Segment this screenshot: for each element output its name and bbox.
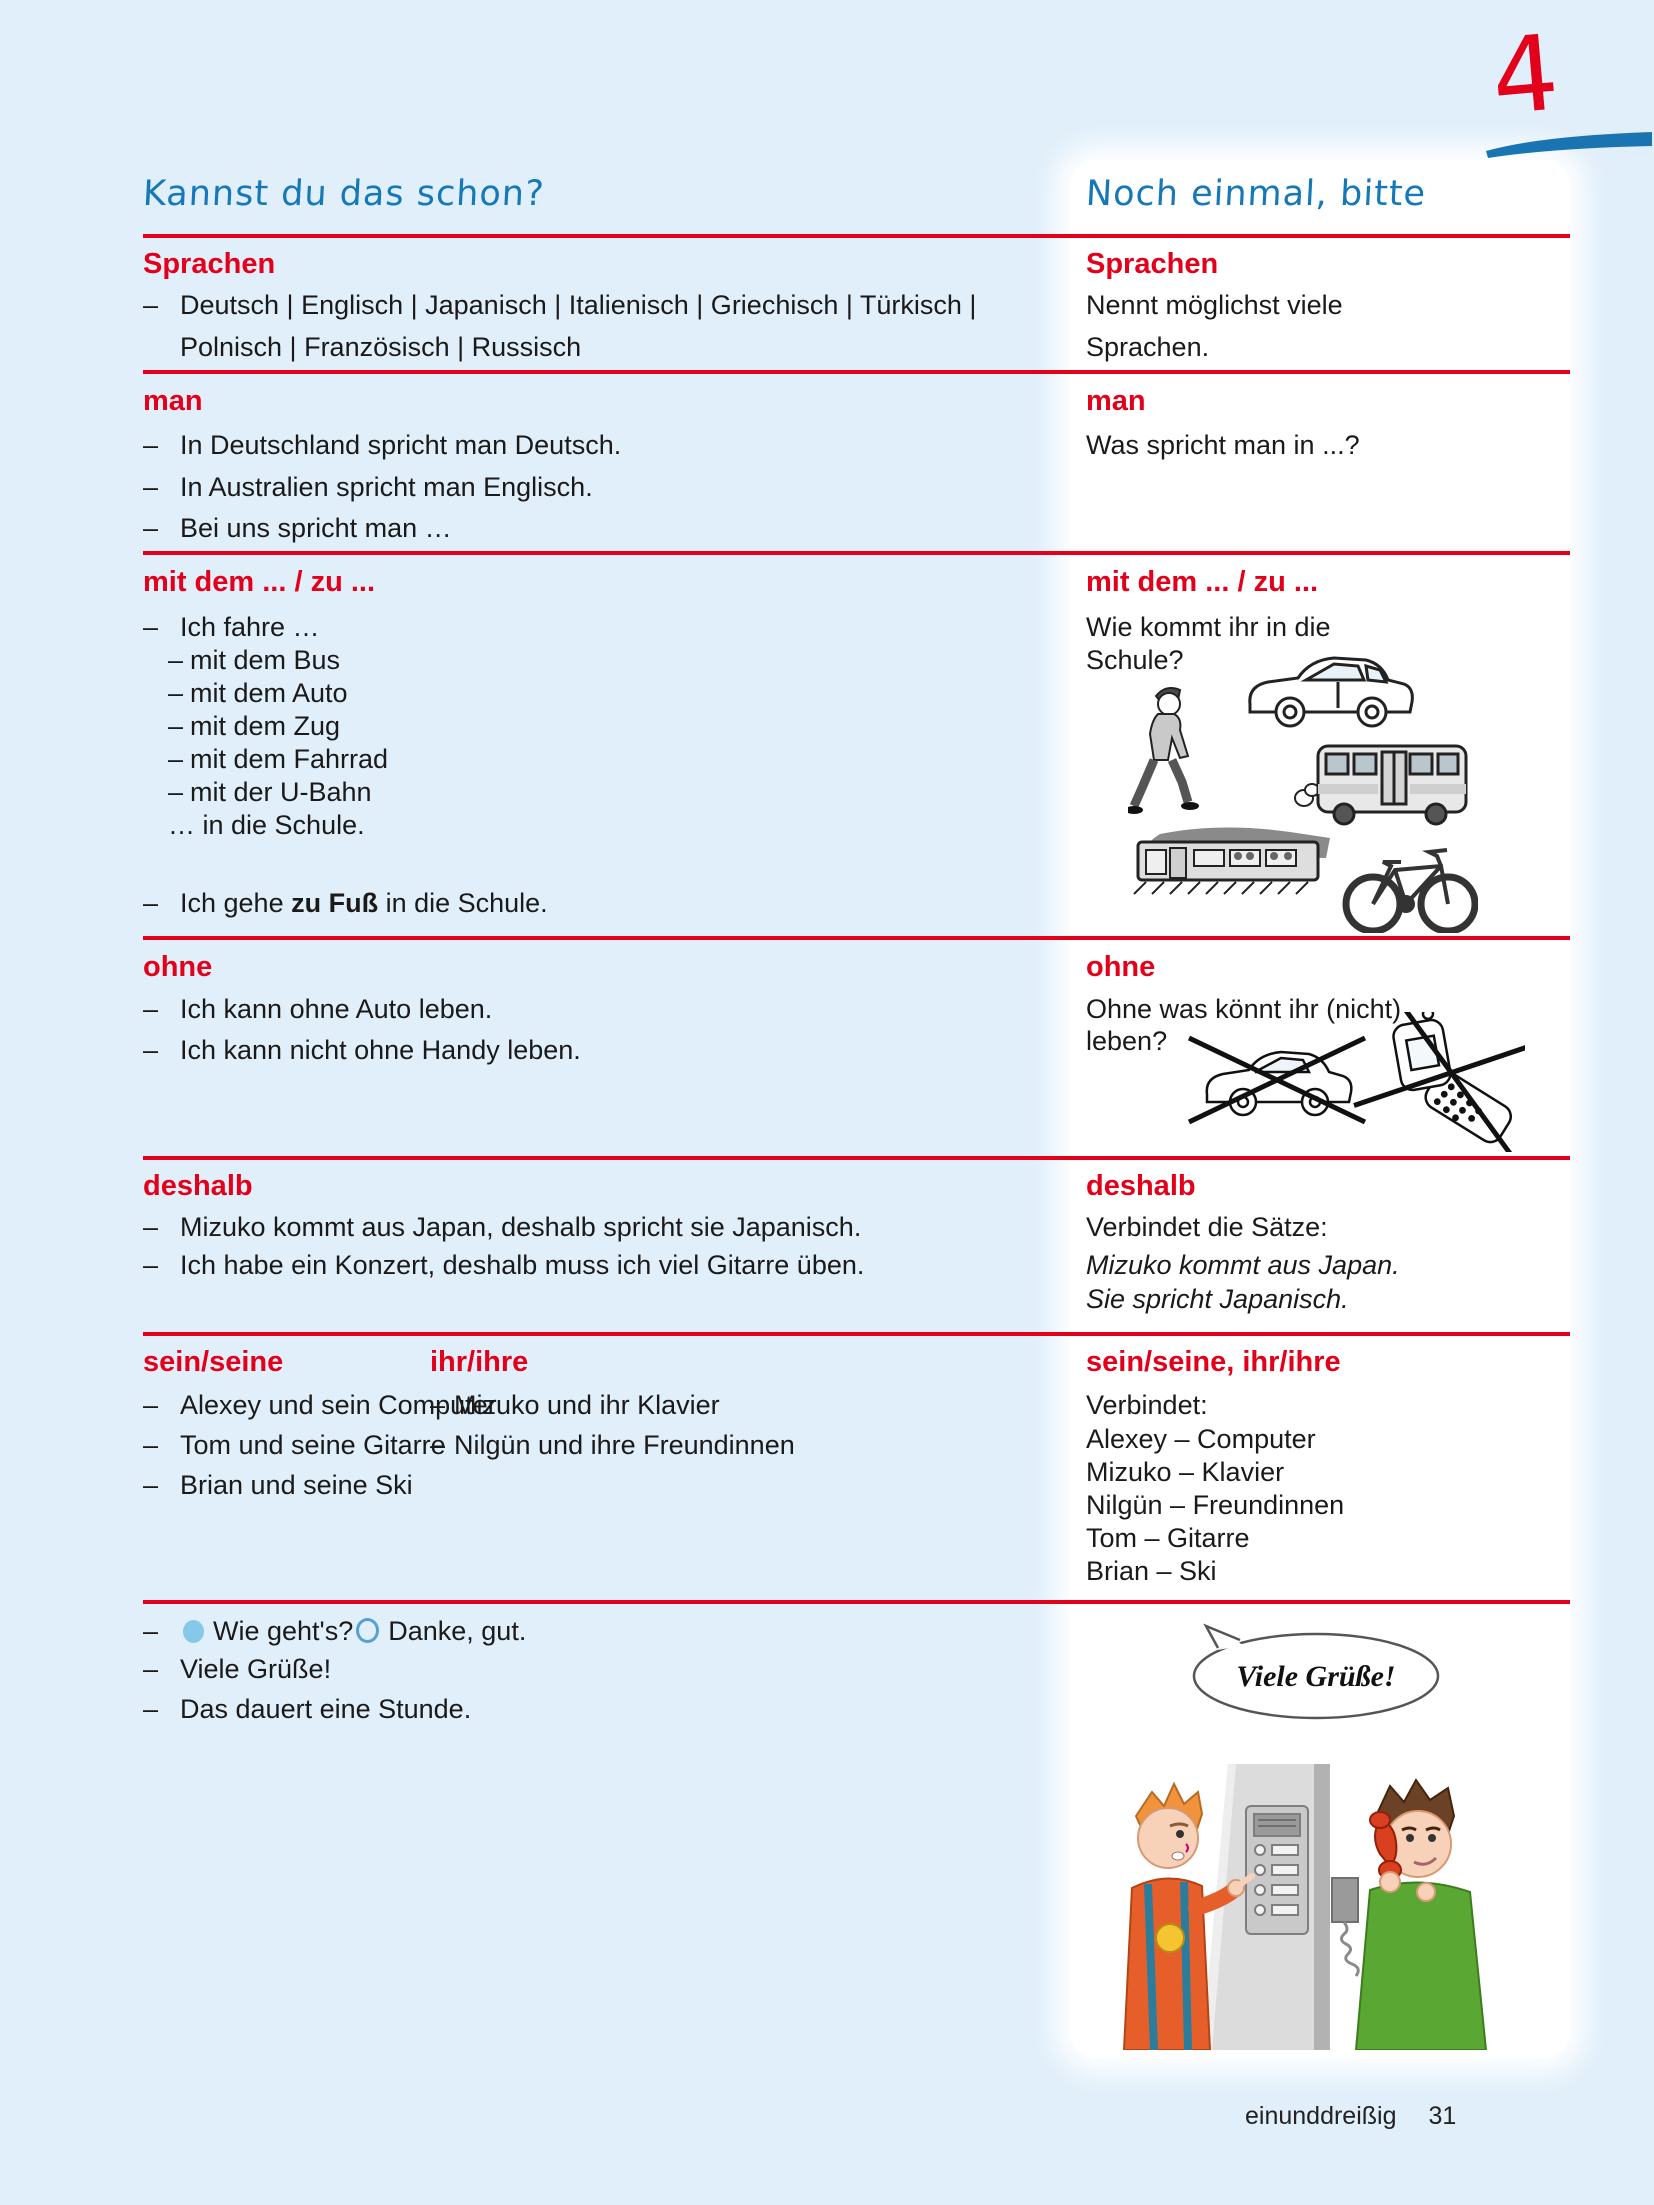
task-text: Ohne was könnt ihr (nicht) [1086,994,1402,1024]
example-sentence: Mizuko kommt aus Japan. [1086,1250,1400,1280]
section-divider [143,1332,1570,1336]
right-column-title: Noch einmal, bitte [1084,174,1428,214]
section-heading-mitdem: mit dem ... / zu ... [143,566,376,598]
task-text: Was spricht man in ...? [1086,430,1360,460]
task-text: Schule? [1086,645,1184,675]
speech-bubble-text: Viele Grüße! [1236,1660,1396,1693]
text-part: in die Schule. [378,888,548,918]
car-icon [1250,658,1413,726]
boy-on-phone-icon [1356,1780,1486,2050]
intercom-phone-scene [1118,1758,1518,2050]
transport-illustration [1128,648,1478,933]
list-item: – Nilgün und ihre Freundinnen [430,1428,795,1462]
sub-list-item: – mit dem Zug [168,709,340,743]
dialog-question: Wie geht's? [213,1616,354,1646]
footer-page-word: einunddreißig [1245,2102,1397,2130]
ohne-illustration [1185,1012,1525,1152]
list-item: – Bei uns spricht man … [143,511,452,545]
wall-phone-icon [1332,1878,1358,1976]
task-text: Verbindet die Sätze: [1086,1212,1328,1242]
list-item: – Mizuko und ihr Klavier [430,1388,720,1422]
section-heading-sein: sein/seine [143,1346,284,1378]
pair-item: Mizuko – Klavier [1086,1457,1285,1487]
section-divider [143,551,1570,555]
list-item: – Mizuko kommt aus Japan, deshalb spricht sie Japanisch. [143,1210,861,1244]
section-heading-ohne: ohne [143,951,213,983]
left-column-title: Kannst du das schon? [141,174,546,214]
section-heading-sprachen-right: Sprachen [1086,248,1219,280]
task-text: Nennt möglichst viele [1086,290,1343,320]
list-item: – Das dauert eine Stunde. [143,1692,471,1726]
example-sentence: Sie spricht Japanisch. [1086,1284,1349,1314]
blue-swoosh-underline [1484,118,1654,158]
list-item-continuation: Polnisch | Französisch | Russisch [180,332,582,362]
list-item: – Ich fahre … [143,610,320,644]
task-text: Verbindet: [1086,1390,1208,1420]
list-item: – Ich habe ein Konzert, deshalb muss ich viel Gitarre üben. [143,1248,864,1282]
section-divider [143,936,1570,940]
section-heading-man-right: man [1086,385,1146,417]
list-item [143,886,548,920]
pair-item: Nilgün – Freundinnen [1086,1490,1345,1520]
speaker-b-dot-icon [356,1618,379,1643]
sub-list-item: – mit dem Bus [168,643,340,677]
section-heading-ohne-right: ohne [1086,951,1156,983]
section-heading-man: man [143,385,203,417]
task-text: Wie kommt ihr in die [1086,612,1331,642]
section-heading-sein-ihr-right: sein/seine, ihr/ihre [1086,1346,1341,1378]
unit-number: 4 [1486,11,1564,139]
list-item: – Brian und seine Ski [143,1468,413,1502]
pair-item: Brian – Ski [1086,1556,1217,1586]
bus-icon [1295,746,1466,824]
list-item: – In Deutschland spricht man Deutsch. [143,428,621,462]
section-divider [143,1156,1570,1160]
pair-item: Tom – Gitarre [1086,1523,1250,1553]
section-divider [143,370,1570,374]
list-item: – Ich kann nicht ohne Handy leben. [143,1033,581,1067]
walking-man-icon [1128,688,1199,814]
section-divider [143,1600,1570,1604]
list-item: – Deutsch | Englisch | Japanisch | Italienisch | Griechisch | Türkisch | [143,288,976,322]
bicycle-icon [1346,850,1475,931]
text-part: Ich gehe [180,888,292,918]
section-heading-mitdem-right: mit dem ... / zu ... [1086,566,1319,598]
task-text: leben? [1086,1026,1168,1056]
section-divider [143,234,1570,238]
task-text: Sprachen. [1086,332,1210,362]
list-item: – Alexey und sein Computer [143,1388,497,1422]
footer-page-number: 31 [1428,2102,1457,2130]
list-item: – Viele Grüße! [143,1652,331,1686]
section-heading-deshalb: deshalb [143,1170,253,1202]
sub-list-outro: … in die Schule. [168,810,365,840]
page-footer [1245,2102,1456,2131]
bold-text-part: zu Fuß [291,888,379,918]
list-item: – In Australien spricht man Englisch. [143,470,593,504]
u-bahn-icon [1134,827,1330,894]
section-heading-deshalb-right: deshalb [1086,1170,1196,1202]
speaker-a-dot-icon [183,1620,204,1643]
sub-list-item: – mit der U-Bahn [168,775,372,809]
list-item: – Tom und seine Gitarre [143,1428,446,1462]
list-item: – Ich kann ohne Auto leben. [143,992,492,1026]
dialog-answer: Danke, gut. [388,1616,527,1646]
crossed-out-car-icon [1189,1038,1365,1122]
sub-list-item: – mit dem Auto [168,676,348,710]
pair-item: Alexey – Computer [1086,1424,1316,1454]
section-heading-sprachen: Sprachen [143,248,276,280]
speech-bubble [1188,1622,1444,1722]
intercom-panel-icon [1246,1806,1308,1934]
dialog-line [143,1614,526,1648]
section-heading-ihr: ihr/ihre [430,1346,529,1378]
crossed-out-phone-icon [1354,1012,1525,1152]
sub-list-item: – mit dem Fahrrad [168,742,388,776]
